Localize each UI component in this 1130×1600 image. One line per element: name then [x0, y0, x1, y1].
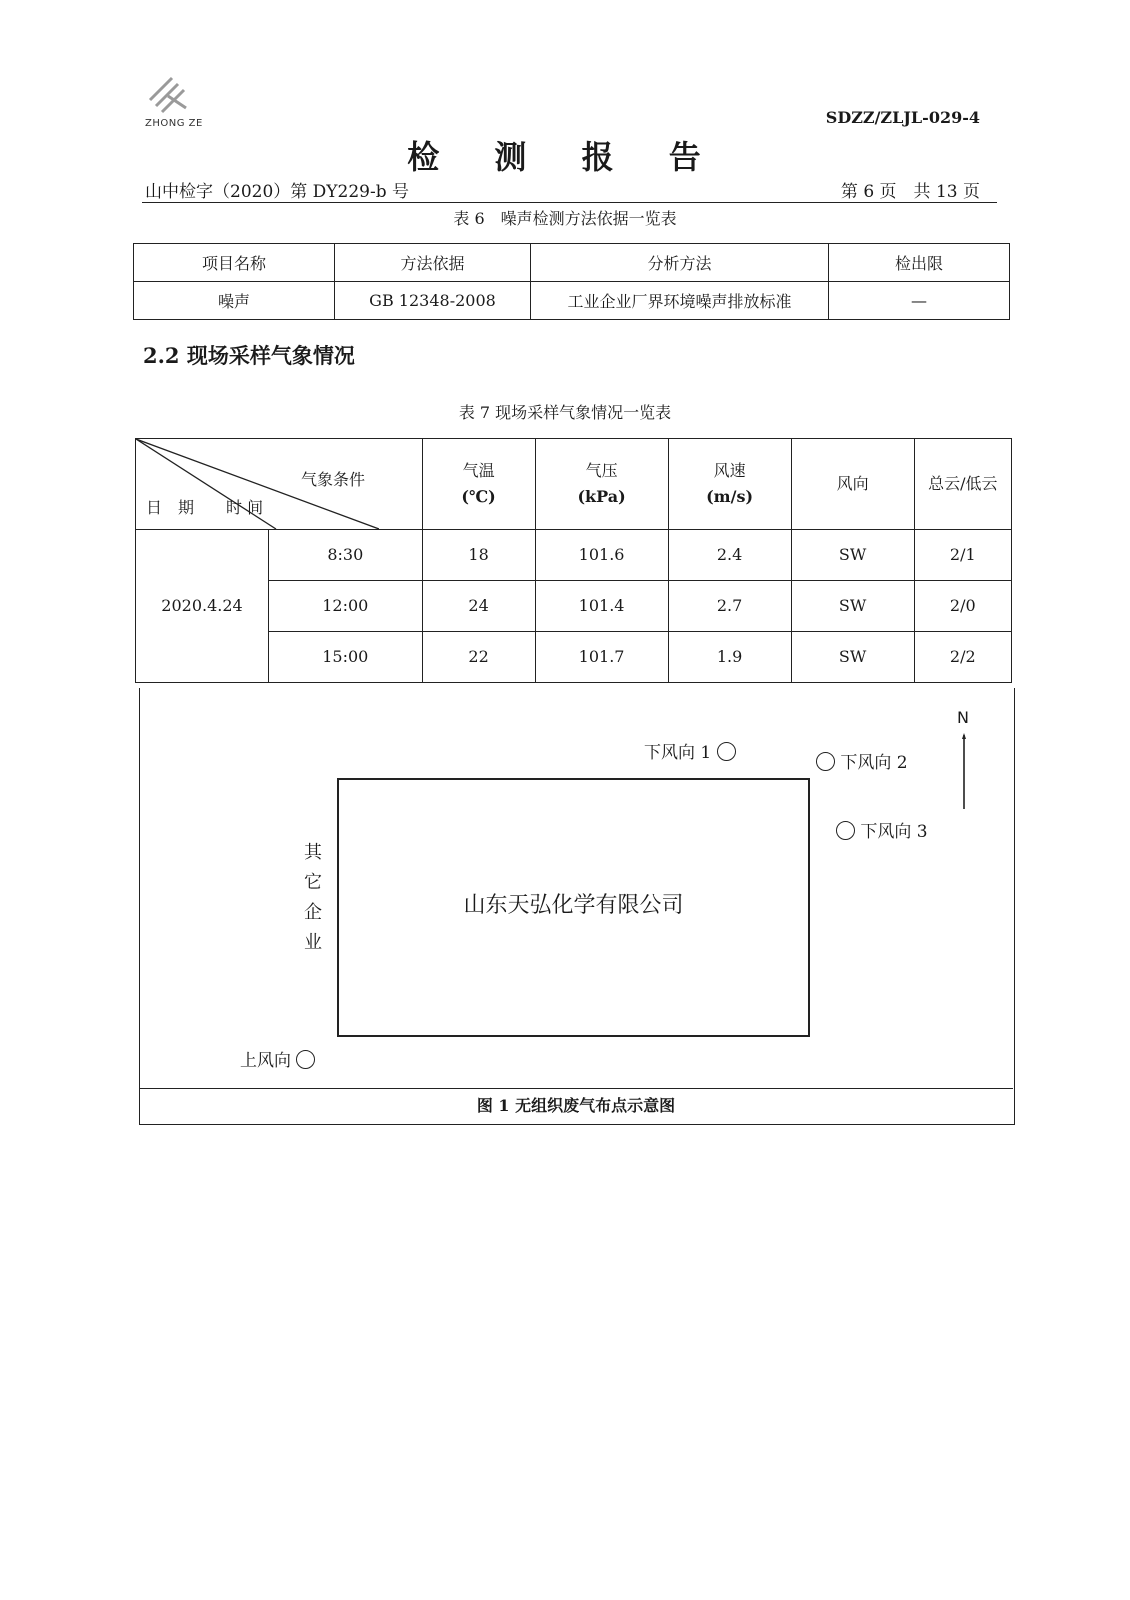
vertical-char: 其	[304, 842, 322, 863]
weather-table	[135, 438, 1012, 683]
table-cell: 101.7	[535, 632, 668, 683]
table-header-cell: 项目名称	[134, 244, 335, 282]
sampling-point-up	[240, 1046, 315, 1071]
point-label: 下风向 3	[860, 822, 928, 842]
table6-caption: 表 6 噪声检测方法依据一览表	[453, 209, 677, 228]
logo-text: ZHONG ZE	[145, 118, 203, 129]
table-cell: 噪声	[134, 282, 335, 320]
point-label: 下风向 2	[840, 753, 908, 773]
time-cell: 8:30	[269, 530, 423, 581]
sampling-point-down2	[816, 748, 908, 773]
table-header-row	[134, 244, 1010, 282]
table-header-cell: 分析方法	[531, 244, 829, 282]
circle-icon	[717, 742, 736, 761]
header-line: 气温	[462, 461, 495, 480]
section-heading: 2.2 现场采样气象情况	[143, 343, 355, 368]
header-unit: (℃)	[461, 487, 496, 506]
header-unit: (m/s)	[706, 487, 754, 506]
report-number: 山中检字（2020）第 DY229-b 号	[145, 182, 409, 202]
header-unit: (kPa)	[577, 487, 626, 506]
north-arrow-icon	[962, 733, 966, 813]
table-cell: 18	[422, 530, 535, 581]
sampling-point-down1	[644, 738, 736, 763]
circle-icon	[816, 752, 835, 771]
diag-label-date-time: 日 期 时 间	[146, 498, 264, 517]
table-cell: 24	[422, 581, 535, 632]
diagonal-header	[136, 439, 379, 529]
time-cell: 15:00	[269, 632, 423, 683]
table-cell: 1.9	[668, 632, 791, 683]
point-label: 上风向	[240, 1051, 291, 1071]
table-header-cell	[422, 439, 535, 530]
table-header-cell: 总云/低云	[914, 439, 1011, 530]
table-cell: 101.6	[535, 530, 668, 581]
circle-icon	[836, 821, 855, 840]
table-cell: GB 12348-2008	[335, 282, 531, 320]
table-header-cell	[535, 439, 668, 530]
factory-name: 山东天弘化学有限公司	[463, 893, 684, 918]
table-cell: SW	[791, 581, 914, 632]
diag-label-weather: 气象条件	[300, 470, 365, 489]
company-logo	[140, 70, 210, 135]
table7-caption: 表 7 现场采样气象情况一览表	[458, 403, 672, 422]
table-header-cell	[668, 439, 791, 530]
point-label: 下风向 1	[644, 743, 712, 763]
factory-boundary	[337, 778, 810, 1037]
table-header-row	[136, 439, 1012, 530]
north-label: N	[957, 708, 969, 727]
table-row	[136, 530, 1012, 581]
table-cell: 2/0	[914, 581, 1011, 632]
table-cell: SW	[791, 530, 914, 581]
table-cell: —	[829, 282, 1010, 320]
table-row	[134, 282, 1010, 320]
vertical-char: 企	[304, 902, 322, 923]
table-header-cell: 风向	[791, 439, 914, 530]
diagonal-header-cell	[136, 439, 423, 530]
table-header-cell: 检出限	[829, 244, 1010, 282]
table-cell: 2.4	[668, 530, 791, 581]
table-cell: 2/2	[914, 632, 1011, 683]
table-cell: 2/1	[914, 530, 1011, 581]
noise-method-table	[133, 243, 1010, 320]
table-cell: 101.4	[535, 581, 668, 632]
table-header-cell: 方法依据	[335, 244, 531, 282]
page-number: 第 6 页 共 13 页	[840, 182, 980, 202]
header-line: 气压	[585, 461, 618, 480]
date-cell: 2020.4.24	[136, 530, 269, 683]
header-divider	[142, 202, 997, 203]
other-company-label	[302, 838, 324, 958]
page-title: 检 测 报 告	[407, 138, 723, 176]
figure-caption: 图 1 无组织废气布点示意图	[139, 1088, 1013, 1123]
header-line: 风速	[713, 461, 746, 480]
circle-icon	[296, 1050, 315, 1069]
sampling-point-down3	[836, 817, 928, 842]
table-cell: 2.7	[668, 581, 791, 632]
vertical-char: 它	[304, 872, 322, 893]
document-id: SDZZ/ZLJL-029-4	[825, 108, 980, 127]
vertical-char: 业	[304, 932, 322, 953]
table-cell: 工业企业厂界环境噪声排放标准	[531, 282, 829, 320]
time-cell: 12:00	[269, 581, 423, 632]
table-cell: 22	[422, 632, 535, 683]
table-cell: SW	[791, 632, 914, 683]
logo-icon	[140, 70, 200, 118]
